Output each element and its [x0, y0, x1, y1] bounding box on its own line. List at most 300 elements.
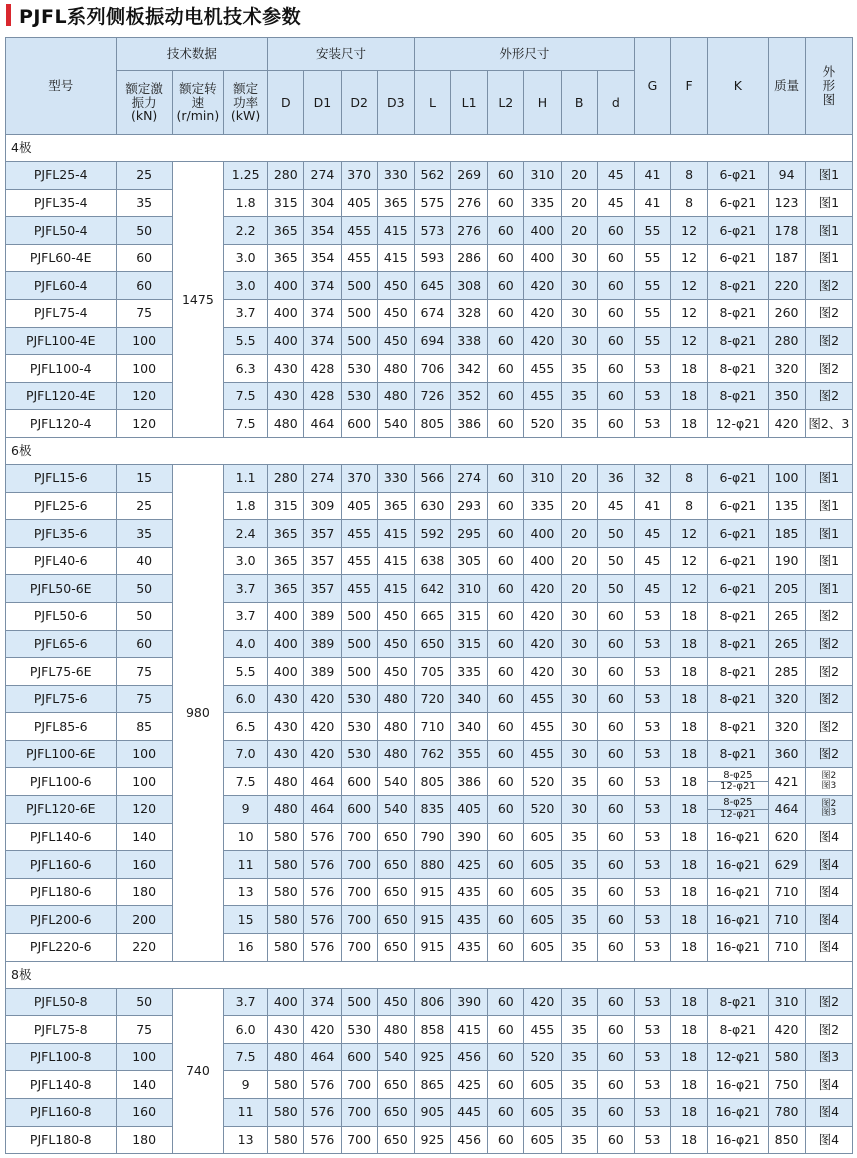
cell-l1: 352 — [451, 382, 488, 410]
cell-b: 30 — [561, 327, 597, 355]
cell-d3: 480 — [377, 382, 414, 410]
cell-fig: 图1 — [805, 162, 852, 190]
cell-k: 16-φ21 — [708, 1071, 768, 1099]
cell-d3: 415 — [377, 520, 414, 548]
cell-model: PJFL60-4 — [6, 272, 117, 300]
cell-g: 41 — [634, 162, 670, 190]
cell-h: 605 — [524, 851, 561, 879]
cell-g: 53 — [634, 355, 670, 383]
cell-b: 35 — [561, 906, 597, 934]
cell-model: PJFL35-6 — [6, 520, 117, 548]
cell-power: 2.4 — [224, 520, 268, 548]
cell-d: 315 — [268, 189, 304, 217]
cell-k: 16-φ21 — [708, 851, 768, 879]
cell-d3: 480 — [377, 1016, 414, 1044]
cell-d2: 700 — [341, 1126, 377, 1154]
cell-mass: 205 — [768, 575, 805, 603]
cell-b: 20 — [561, 492, 597, 520]
cell-f: 12 — [671, 547, 708, 575]
cell-h: 420 — [524, 988, 561, 1016]
cell-fig: 图2 — [805, 740, 852, 768]
cell-power: 2.2 — [224, 217, 268, 245]
cell-d: 400 — [268, 658, 304, 686]
cell-mass: 185 — [768, 520, 805, 548]
cell-b: 35 — [561, 851, 597, 879]
cell-d3: 650 — [377, 1099, 414, 1127]
cell-fig: 图2 — [805, 658, 852, 686]
cell-k: 8-φ21 — [708, 740, 768, 768]
cell-model: PJFL40-6 — [6, 547, 117, 575]
cell-power: 5.5 — [224, 658, 268, 686]
cell-d3: 365 — [377, 189, 414, 217]
cell-mass: 629 — [768, 851, 805, 879]
fig-value-line: 图3 — [821, 808, 837, 819]
cell-small-d: 60 — [597, 630, 634, 658]
cell-b: 30 — [561, 658, 597, 686]
cell-d1: 576 — [304, 851, 341, 879]
cell-b: 35 — [561, 1099, 597, 1127]
cell-b: 30 — [561, 272, 597, 300]
table-row — [6, 1043, 853, 1071]
cell-mass: 123 — [768, 189, 805, 217]
group-row — [6, 437, 853, 464]
cell-d: 400 — [268, 327, 304, 355]
cell-k: 8-φ21 — [708, 355, 768, 383]
cell-k: 16-φ21 — [708, 878, 768, 906]
cell-force: 100 — [116, 1043, 172, 1071]
cell-h: 420 — [524, 575, 561, 603]
cell-d2: 600 — [341, 796, 377, 824]
cell-d1: 428 — [304, 382, 341, 410]
cell-fig: 图4 — [805, 823, 852, 851]
cell-d1: 420 — [304, 740, 341, 768]
cell-h: 420 — [524, 327, 561, 355]
cell-l1: 340 — [451, 685, 488, 713]
cell-l: 880 — [414, 851, 450, 879]
cell-d2: 530 — [341, 382, 377, 410]
cell-d3: 365 — [377, 492, 414, 520]
cell-b: 30 — [561, 244, 597, 272]
cell-d3: 415 — [377, 547, 414, 575]
cell-fig: 图1 — [805, 189, 852, 217]
cell-h: 520 — [524, 768, 561, 796]
cell-g: 53 — [634, 602, 670, 630]
col-h-header: H — [524, 71, 561, 135]
cell-d: 430 — [268, 355, 304, 383]
cell-h: 520 — [524, 410, 561, 438]
table-row — [6, 878, 853, 906]
cell-h: 455 — [524, 740, 561, 768]
cell-g: 53 — [634, 1126, 670, 1154]
cell-fig: 图4 — [805, 851, 852, 879]
cell-k: 8-φ21 — [708, 299, 768, 327]
cell-g: 53 — [634, 851, 670, 879]
cell-d: 480 — [268, 768, 304, 796]
cell-l1: 390 — [451, 988, 488, 1016]
cell-g: 53 — [634, 1071, 670, 1099]
page-title — [6, 2, 301, 28]
cell-l: 915 — [414, 878, 450, 906]
cell-d3: 450 — [377, 299, 414, 327]
k-value-line: 12-φ21 — [708, 781, 767, 793]
cell-fig: 图2 — [805, 299, 852, 327]
cell-model: PJFL15-6 — [6, 464, 117, 492]
cell-d2: 370 — [341, 464, 377, 492]
cell-d: 365 — [268, 575, 304, 603]
cell-d2: 600 — [341, 1043, 377, 1071]
cell-power: 1.8 — [224, 189, 268, 217]
cell-k: 16-φ21 — [708, 934, 768, 962]
cell-d3: 540 — [377, 768, 414, 796]
cell-model: PJFL120-4E — [6, 382, 117, 410]
col-tech-header: 技术数据 — [116, 38, 268, 71]
cell-f: 18 — [671, 630, 708, 658]
cell-d2: 370 — [341, 162, 377, 190]
cell-l1: 315 — [451, 602, 488, 630]
cell-k: 8-φ21 — [708, 272, 768, 300]
cell-l1: 435 — [451, 906, 488, 934]
cell-l: 575 — [414, 189, 450, 217]
cell-g: 45 — [634, 575, 670, 603]
cell-mass: 710 — [768, 878, 805, 906]
cell-l: 865 — [414, 1071, 450, 1099]
cell-model: PJFL160-8 — [6, 1099, 117, 1127]
cell-d: 365 — [268, 547, 304, 575]
cell-d: 315 — [268, 492, 304, 520]
cell-h: 420 — [524, 630, 561, 658]
cell-small-d: 60 — [597, 1043, 634, 1071]
cell-g: 53 — [634, 768, 670, 796]
cell-d3: 450 — [377, 327, 414, 355]
cell-power: 7.0 — [224, 740, 268, 768]
cell-model: PJFL50-6E — [6, 575, 117, 603]
cell-small-d: 60 — [597, 355, 634, 383]
table-row — [6, 492, 853, 520]
cell-d: 400 — [268, 988, 304, 1016]
cell-force: 100 — [116, 355, 172, 383]
cell-k: 8-φ21 — [708, 713, 768, 741]
cell-force: 25 — [116, 492, 172, 520]
cell-l1: 308 — [451, 272, 488, 300]
cell-power: 7.5 — [224, 382, 268, 410]
cell-mass: 320 — [768, 685, 805, 713]
cell-l2: 60 — [488, 520, 524, 548]
cell-l: 720 — [414, 685, 450, 713]
cell-b: 35 — [561, 382, 597, 410]
cell-fig: 图4 — [805, 1099, 852, 1127]
cell-d1: 374 — [304, 988, 341, 1016]
cell-k: 8-φ21 — [708, 630, 768, 658]
cell-g: 53 — [634, 878, 670, 906]
cell-g: 45 — [634, 520, 670, 548]
cell-power: 3.7 — [224, 299, 268, 327]
cell-fig: 图4 — [805, 934, 852, 962]
cell-force: 200 — [116, 906, 172, 934]
cell-force: 50 — [116, 217, 172, 245]
cell-d1: 374 — [304, 272, 341, 300]
cell-d3: 650 — [377, 823, 414, 851]
cell-l: 706 — [414, 355, 450, 383]
cell-h: 520 — [524, 1043, 561, 1071]
cell-l: 592 — [414, 520, 450, 548]
cell-force: 15 — [116, 464, 172, 492]
cell-small-d: 60 — [597, 272, 634, 300]
cell-power: 9 — [224, 796, 268, 824]
cell-k: 16-φ21 — [708, 1099, 768, 1127]
cell-d3: 450 — [377, 602, 414, 630]
cell-force: 160 — [116, 851, 172, 879]
table-row — [6, 382, 853, 410]
cell-model: PJFL75-6 — [6, 685, 117, 713]
cell-model: PJFL75-8 — [6, 1016, 117, 1044]
cell-g: 32 — [634, 464, 670, 492]
cell-f: 12 — [671, 575, 708, 603]
cell-d1: 576 — [304, 906, 341, 934]
cell-l: 905 — [414, 1099, 450, 1127]
col-speed-header: 额定转速(r/min) — [172, 71, 223, 135]
cell-power: 5.5 — [224, 327, 268, 355]
cell-model: PJFL100-6 — [6, 768, 117, 796]
cell-l1: 305 — [451, 547, 488, 575]
cell-small-d: 50 — [597, 575, 634, 603]
cell-model: PJFL120-6E — [6, 796, 117, 824]
cell-d2: 500 — [341, 299, 377, 327]
cell-d: 400 — [268, 602, 304, 630]
cell-f: 12 — [671, 272, 708, 300]
cell-l: 650 — [414, 630, 450, 658]
cell-small-d: 60 — [597, 988, 634, 1016]
cell-force: 120 — [116, 410, 172, 438]
cell-mass: 750 — [768, 1071, 805, 1099]
col-power-header: 额定功率(kW) — [224, 71, 268, 135]
cell-l1: 310 — [451, 575, 488, 603]
cell-l: 805 — [414, 410, 450, 438]
cell-power: 11 — [224, 851, 268, 879]
cell-force: 100 — [116, 768, 172, 796]
cell-b: 30 — [561, 602, 597, 630]
cell-fig: 图1 — [805, 464, 852, 492]
cell-f: 18 — [671, 1099, 708, 1127]
k-value-line: 8-φ25 — [723, 769, 753, 781]
cell-k: 8-φ21 — [708, 1016, 768, 1044]
cell-fig — [805, 796, 852, 824]
cell-small-d: 60 — [597, 1071, 634, 1099]
cell-d2: 700 — [341, 823, 377, 851]
cell-f: 18 — [671, 851, 708, 879]
cell-l: 630 — [414, 492, 450, 520]
cell-h: 455 — [524, 382, 561, 410]
cell-f: 18 — [671, 410, 708, 438]
cell-h: 455 — [524, 355, 561, 383]
col-f-header: F — [671, 38, 708, 135]
cell-d2: 500 — [341, 630, 377, 658]
cell-fig: 图1 — [805, 520, 852, 548]
speed-cell: 1475 — [172, 162, 223, 438]
cell-fig: 图2 — [805, 355, 852, 383]
cell-f: 18 — [671, 823, 708, 851]
cell-small-d: 60 — [597, 823, 634, 851]
cell-b: 30 — [561, 740, 597, 768]
table-row — [6, 1016, 853, 1044]
cell-l2: 60 — [488, 299, 524, 327]
cell-d3: 650 — [377, 851, 414, 879]
cell-l2: 60 — [488, 685, 524, 713]
cell-mass: 620 — [768, 823, 805, 851]
cell-d3: 480 — [377, 713, 414, 741]
cell-d: 430 — [268, 382, 304, 410]
cell-l2: 60 — [488, 410, 524, 438]
cell-l2: 60 — [488, 768, 524, 796]
cell-model: PJFL100-4E — [6, 327, 117, 355]
cell-fig: 图4 — [805, 1126, 852, 1154]
cell-power: 9 — [224, 1071, 268, 1099]
cell-l: 705 — [414, 658, 450, 686]
cell-force: 40 — [116, 547, 172, 575]
table-row — [6, 520, 853, 548]
cell-l2: 60 — [488, 189, 524, 217]
cell-l1: 386 — [451, 410, 488, 438]
group-row — [6, 135, 853, 162]
cell-small-d: 60 — [597, 217, 634, 245]
cell-force: 60 — [116, 630, 172, 658]
cell-force: 160 — [116, 1099, 172, 1127]
cell-k: 6-φ21 — [708, 162, 768, 190]
cell-g: 53 — [634, 988, 670, 1016]
cell-l: 762 — [414, 740, 450, 768]
cell-b: 35 — [561, 878, 597, 906]
cell-fig: 图3 — [805, 1043, 852, 1071]
cell-mass: 178 — [768, 217, 805, 245]
cell-d2: 700 — [341, 1071, 377, 1099]
cell-d1: 576 — [304, 1126, 341, 1154]
cell-g: 53 — [634, 796, 670, 824]
cell-force: 35 — [116, 189, 172, 217]
cell-h: 455 — [524, 1016, 561, 1044]
cell-l: 805 — [414, 768, 450, 796]
cell-model: PJFL75-6E — [6, 658, 117, 686]
cell-fig: 图4 — [805, 906, 852, 934]
cell-d: 580 — [268, 1071, 304, 1099]
cell-l1: 335 — [451, 658, 488, 686]
cell-b: 20 — [561, 189, 597, 217]
cell-d1: 357 — [304, 520, 341, 548]
cell-d: 365 — [268, 244, 304, 272]
cell-d: 580 — [268, 878, 304, 906]
cell-mass: 280 — [768, 327, 805, 355]
cell-mass: 420 — [768, 410, 805, 438]
group-label: 8极 — [6, 961, 853, 988]
cell-b: 35 — [561, 410, 597, 438]
cell-force: 180 — [116, 878, 172, 906]
cell-fig: 图2、3 — [805, 410, 852, 438]
cell-d1: 464 — [304, 768, 341, 796]
cell-d1: 389 — [304, 658, 341, 686]
group-label: 6极 — [6, 437, 853, 464]
table-row — [6, 547, 853, 575]
cell-d2: 405 — [341, 189, 377, 217]
col-model-header: 型号 — [6, 38, 117, 135]
cell-k: 16-φ21 — [708, 1126, 768, 1154]
cell-l2: 60 — [488, 1043, 524, 1071]
cell-f: 12 — [671, 299, 708, 327]
cell-l2: 60 — [488, 327, 524, 355]
cell-power: 1.8 — [224, 492, 268, 520]
cell-l1: 269 — [451, 162, 488, 190]
table-row — [6, 272, 853, 300]
cell-k: 6-φ21 — [708, 189, 768, 217]
cell-d1: 274 — [304, 162, 341, 190]
cell-d: 280 — [268, 464, 304, 492]
cell-mass: 420 — [768, 1016, 805, 1044]
cell-l2: 60 — [488, 823, 524, 851]
table-row — [6, 327, 853, 355]
cell-force: 50 — [116, 575, 172, 603]
cell-h: 420 — [524, 299, 561, 327]
cell-fig — [805, 768, 852, 796]
cell-force: 75 — [116, 685, 172, 713]
cell-d: 480 — [268, 1043, 304, 1071]
cell-force: 140 — [116, 823, 172, 851]
cell-small-d: 50 — [597, 520, 634, 548]
cell-l: 915 — [414, 934, 450, 962]
table-row — [6, 934, 853, 962]
cell-k: 16-φ21 — [708, 906, 768, 934]
col-outline-header: 外形尺寸 — [414, 38, 634, 71]
cell-mass: 421 — [768, 768, 805, 796]
cell-l2: 60 — [488, 217, 524, 245]
cell-b: 35 — [561, 988, 597, 1016]
cell-f: 12 — [671, 327, 708, 355]
cell-l1: 390 — [451, 823, 488, 851]
cell-g: 53 — [634, 906, 670, 934]
cell-l: 925 — [414, 1043, 450, 1071]
cell-model: PJFL180-8 — [6, 1126, 117, 1154]
cell-l: 710 — [414, 713, 450, 741]
cell-l1: 425 — [451, 851, 488, 879]
cell-d1: 389 — [304, 602, 341, 630]
cell-k: 16-φ21 — [708, 823, 768, 851]
cell-small-d: 45 — [597, 189, 634, 217]
cell-mass: 710 — [768, 934, 805, 962]
cell-mass: 580 — [768, 1043, 805, 1071]
fig-value-line: 图2 — [821, 771, 837, 782]
cell-h: 605 — [524, 823, 561, 851]
cell-force: 35 — [116, 520, 172, 548]
cell-k: 8-φ21 — [708, 658, 768, 686]
cell-b: 35 — [561, 823, 597, 851]
table-row — [6, 602, 853, 630]
cell-h: 605 — [524, 906, 561, 934]
cell-f: 8 — [671, 162, 708, 190]
cell-h: 605 — [524, 1071, 561, 1099]
cell-g: 53 — [634, 685, 670, 713]
cell-f: 18 — [671, 1043, 708, 1071]
cell-force: 60 — [116, 272, 172, 300]
cell-d3: 650 — [377, 1126, 414, 1154]
table-row — [6, 355, 853, 383]
k-value-line: 12-φ21 — [708, 809, 767, 821]
cell-h: 420 — [524, 658, 561, 686]
cell-small-d: 50 — [597, 547, 634, 575]
cell-fig: 图1 — [805, 492, 852, 520]
cell-l2: 60 — [488, 740, 524, 768]
cell-model: PJFL220-6 — [6, 934, 117, 962]
cell-d3: 450 — [377, 630, 414, 658]
cell-k: 12-φ21 — [708, 410, 768, 438]
cell-d: 400 — [268, 630, 304, 658]
cell-d3: 415 — [377, 575, 414, 603]
cell-power: 6.3 — [224, 355, 268, 383]
